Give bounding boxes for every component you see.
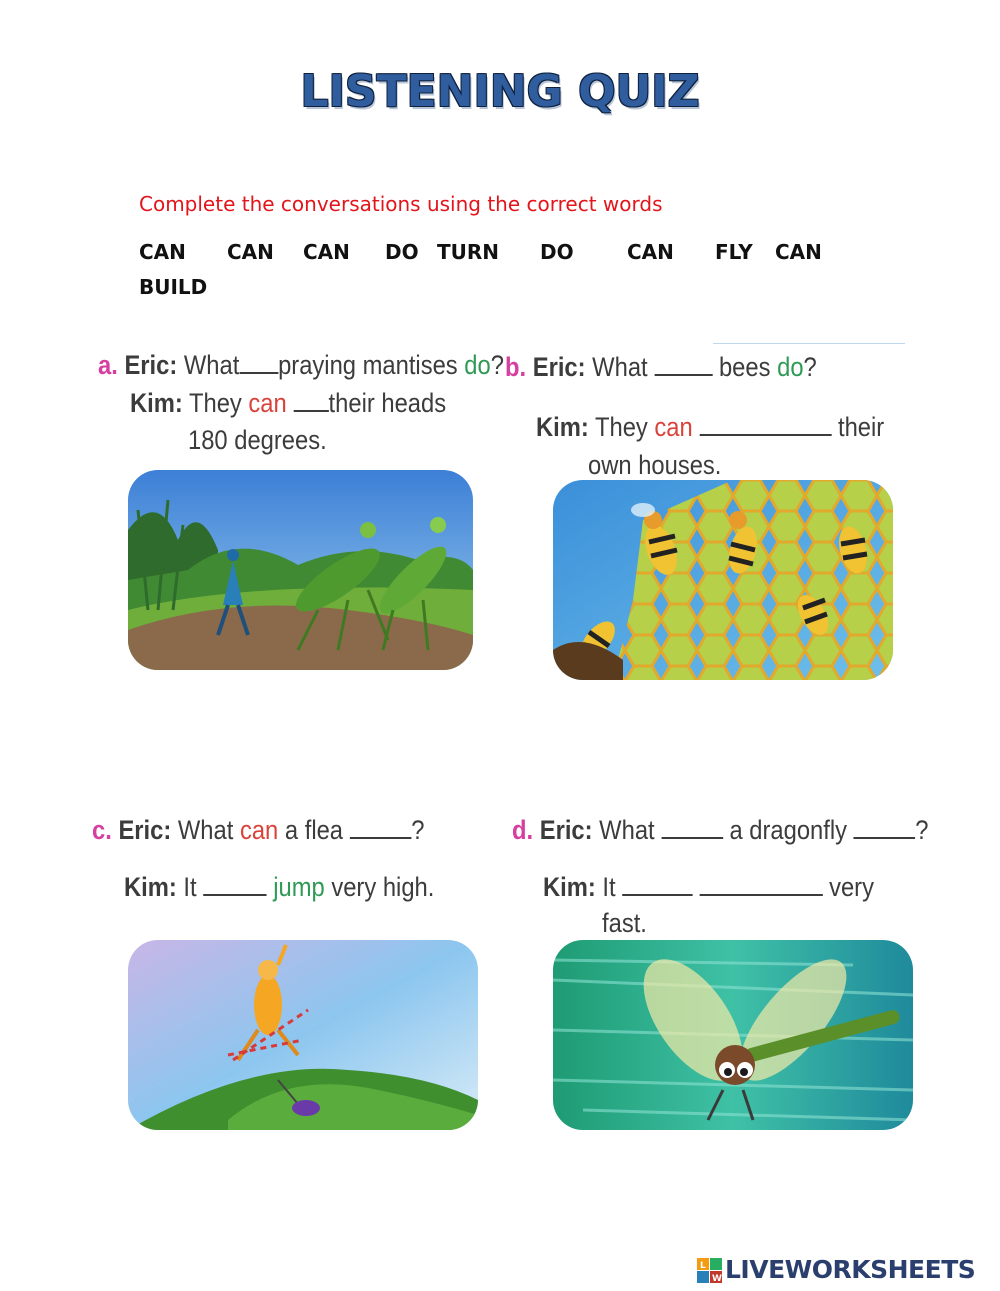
logo-text: LIVEWORKSHEETS — [725, 1255, 976, 1284]
speaker-kim: Kim: — [124, 872, 177, 902]
speaker-eric: Eric: — [539, 815, 593, 845]
exercise-b-kim-line — [536, 412, 884, 443]
verb-do: do — [777, 352, 804, 382]
text: What — [592, 352, 648, 382]
bees-honeycomb-illustration — [553, 480, 893, 680]
flea-jumping-illustration — [128, 940, 478, 1130]
liveworksheets-logo — [697, 1255, 997, 1287]
word-bank-item: DO — [385, 240, 419, 264]
speaker-kim: Kim: — [536, 412, 589, 442]
speaker-kim: Kim: — [543, 872, 596, 902]
blank-b2[interactable] — [699, 412, 831, 436]
verb-jump: jump — [273, 872, 325, 902]
question-mark: ? — [803, 352, 817, 382]
word-bank-item: CAN — [303, 240, 350, 264]
dragonfly-illustration — [553, 940, 913, 1130]
exercise-a-letter: a. — [98, 350, 118, 380]
question-mark: ? — [490, 350, 504, 380]
logo-letter: L — [700, 1261, 706, 1271]
blank-a1[interactable] — [239, 350, 278, 374]
question-mark: ? — [915, 815, 929, 845]
verb-do: do — [464, 350, 491, 380]
blank-c1[interactable] — [350, 815, 412, 839]
text: What — [177, 815, 234, 845]
text: It — [602, 872, 616, 902]
speaker-eric: Eric: — [124, 350, 178, 380]
text: a dragonfly — [729, 815, 848, 845]
text: What — [599, 815, 655, 845]
exercise-d-kim-line — [543, 872, 874, 903]
exercise-a-kim-line2: 180 degrees. — [188, 425, 327, 455]
exercise-a-kim-line — [130, 388, 446, 419]
liveworksheets-logo-icon — [697, 1258, 723, 1284]
exercise-d-kim-line2: fast. — [602, 908, 647, 938]
modal-can: can — [654, 412, 693, 442]
text: praying mantises — [278, 350, 458, 380]
text: very high. — [331, 872, 435, 902]
word-bank-item: CAN — [627, 240, 674, 264]
blank-d1[interactable] — [661, 815, 723, 839]
word-bank-item: TURN — [437, 240, 500, 264]
text: It — [183, 872, 197, 902]
exercise-c-eric-line — [92, 815, 424, 846]
praying-mantis-illustration — [128, 470, 473, 670]
word-bank-item: CAN — [775, 240, 822, 264]
text: They — [594, 412, 648, 442]
exercise-b-letter: b. — [505, 352, 527, 382]
question-mark: ? — [411, 815, 425, 845]
blank-a2[interactable] — [293, 388, 328, 412]
instruction-text: Complete the conversations using the correct words — [139, 192, 663, 216]
blank-d3[interactable] — [622, 872, 692, 896]
text: They — [188, 388, 242, 418]
exercise-b-eric-line — [505, 352, 817, 383]
word-bank-item: CAN — [139, 240, 186, 264]
exercise-d-eric-line — [512, 815, 928, 846]
blank-d2[interactable] — [854, 815, 916, 839]
text: bees — [718, 352, 771, 382]
logo-letter: W — [712, 1274, 722, 1284]
word-bank — [139, 240, 859, 310]
exercise-c-kim-line — [124, 872, 434, 903]
text: a flea — [284, 815, 344, 845]
word-bank-item: CAN — [227, 240, 274, 264]
text: their — [837, 412, 885, 442]
modal-can: can — [239, 815, 279, 845]
exercise-d-letter: d. — [512, 815, 534, 845]
speaker-eric: Eric: — [118, 815, 172, 845]
modal-can: can — [248, 388, 287, 418]
blank-b1[interactable] — [654, 352, 712, 376]
page-title: LISTENING QUIZ — [300, 66, 700, 117]
word-bank-item: FLY — [715, 240, 753, 264]
blank-d4[interactable] — [699, 872, 822, 896]
text: very — [829, 872, 874, 902]
speaker-eric: Eric: — [532, 352, 586, 382]
exercise-a-eric-line — [98, 350, 504, 381]
answer-input-outline[interactable] — [713, 343, 905, 344]
text: What — [183, 350, 240, 380]
exercise-b-kim-line2: own houses. — [588, 450, 722, 480]
exercise-c-letter: c. — [92, 815, 112, 845]
word-bank-item: DO — [540, 240, 574, 264]
blank-c2[interactable] — [203, 872, 266, 896]
text: their heads — [328, 388, 447, 418]
word-bank-item: BUILD — [139, 275, 208, 299]
speaker-kim: Kim: — [130, 388, 183, 418]
